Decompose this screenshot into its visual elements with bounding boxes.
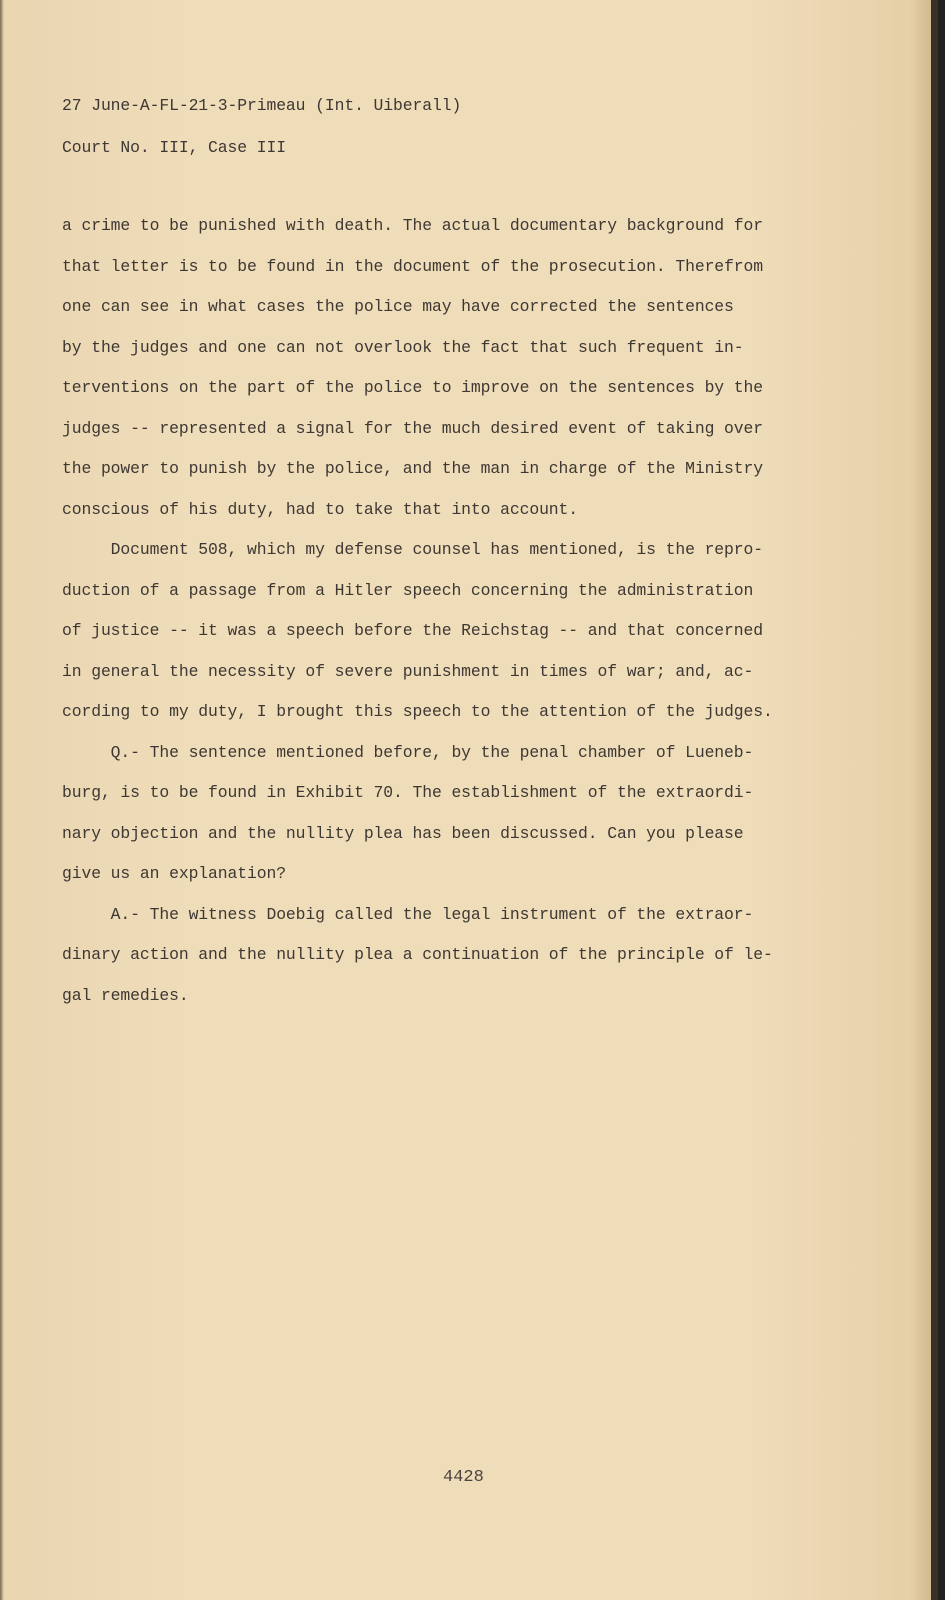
- body-line: give us an explanation?: [62, 864, 286, 883]
- body-line: gal remedies.: [62, 985, 189, 1005]
- body-line: dinary action and the nullity plea a continuation of the principle of le-: [62, 945, 773, 964]
- body-line: one can see in what cases the police may have corrected the sentences: [62, 297, 734, 316]
- body-line: in general the necessity of severe punishment in times of war; and, ac-: [62, 661, 754, 681]
- body-line: a crime to be punished with death. The actual documentary background for: [62, 216, 763, 235]
- page-left-edge: [0, 0, 4, 1600]
- header-line-2: Court No. III, Case III: [62, 138, 286, 157]
- body-line: terventions on the part of the police to improve on the sentences by the: [62, 378, 763, 397]
- body-line: cording to my duty, I brought this speech to the attention of the judges.: [62, 702, 773, 721]
- body-line: by the judges and one can not overlook the fact that such frequent in-: [62, 337, 744, 357]
- body-line: burg, is to be found in Exhibit 70. The establishment of the extraordi-: [62, 783, 754, 802]
- body-line: Q.- The sentence mentioned before, by the penal chamber of Lueneb-: [62, 742, 754, 762]
- page-right-edge: [931, 0, 938, 1600]
- header-line-1: 27 June-A-FL-21-3-Primeau (Int. Uiberall): [62, 96, 462, 115]
- body-line: conscious of his duty, had to take that into account.: [62, 499, 579, 519]
- body-line: Document 508, which my defense counsel has mentioned, is the repro-: [62, 540, 763, 559]
- body-line: duction of a passage from a Hitler speech concerning the administration: [62, 580, 754, 600]
- body-line: of justice -- it was a speech before the Reichstag -- and that concerned: [62, 621, 763, 640]
- body-line: that letter is to be found in the document of the prosecution. Therefrom: [62, 256, 763, 276]
- body-line: the power to punish by the police, and the man in charge of the Ministry: [62, 459, 763, 478]
- body-line: A.- The witness Doebig called the legal instrument of the extraor-: [62, 904, 754, 924]
- body-line: nary objection and the nullity plea has been discussed. Can you please: [62, 823, 744, 843]
- page-number: 4428: [443, 1468, 484, 1487]
- body-line: judges -- represented a signal for the much desired event of taking over: [62, 418, 763, 438]
